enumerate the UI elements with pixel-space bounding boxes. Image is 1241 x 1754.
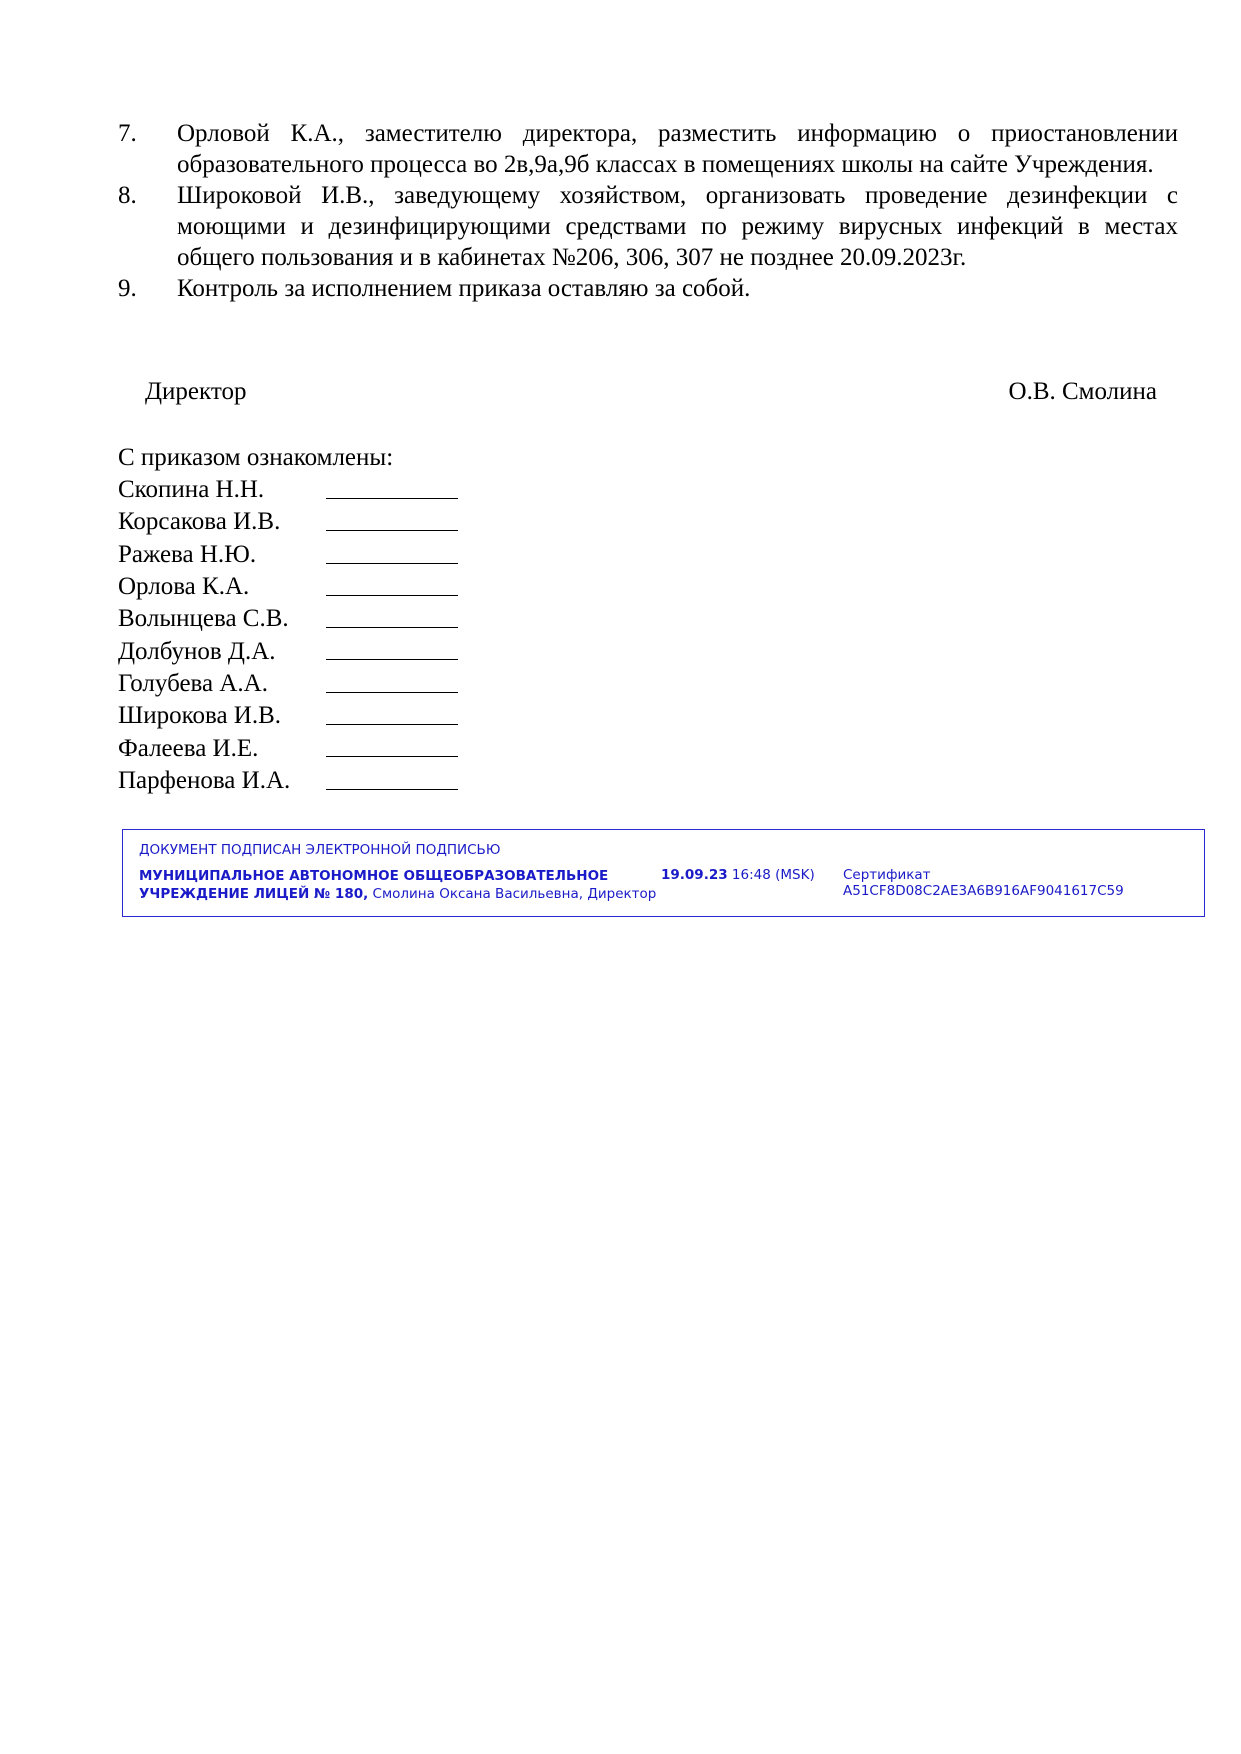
- signature-line: [326, 595, 458, 596]
- item-text: Орловой К.А., заместителю директора, разместить информацию о приостановлении образовательного процесса во 2в,9а,9б классах в помещениях школы на сайте Учреждения.: [177, 120, 1178, 178]
- ack-name: Фалеева И.Е.: [118, 734, 259, 762]
- order-item: [118, 273, 1178, 304]
- order-items-list: [118, 118, 1178, 304]
- signature-line: [326, 530, 458, 531]
- stamp-signer: Смолина Оксана Васильевна, Директор: [372, 886, 657, 902]
- list-item: [118, 474, 478, 506]
- item-number: 8.: [118, 182, 137, 209]
- director-name: О.В. Смолина: [1008, 378, 1157, 405]
- acknowledgement-title: С приказом ознакомлены:: [118, 444, 394, 471]
- order-item: [118, 180, 1178, 273]
- ack-name: Голубева А.А.: [118, 669, 268, 697]
- stamp-organization: [139, 867, 659, 903]
- list-item: [118, 635, 478, 667]
- list-item: [118, 603, 478, 635]
- item-text: Широковой И.В., заведующему хозяйством, организовать проведение дезинфекции с моющими и дезинфицирующими средствами по режиму вирусных инфекций в местах общего пользования и в кабинетах №206, 306, 307 не позднее 20.09.2023г.: [177, 182, 1178, 271]
- ack-name: Ражева Н.Ю.: [118, 540, 257, 568]
- signature-line: [326, 756, 458, 757]
- signature-line: [326, 659, 458, 660]
- item-text: Контроль за исполнением приказа оставляю за собой.: [177, 275, 751, 302]
- ack-name: Орлова К.А.: [118, 573, 250, 601]
- signature-line: [326, 692, 458, 693]
- signature-line: [326, 724, 458, 725]
- ack-name: Широкова И.В.: [118, 702, 282, 730]
- ack-name: Корсакова И.В.: [118, 508, 281, 536]
- list-item: [118, 506, 478, 538]
- stamp-org-name: МУНИЦИПАЛЬНОЕ АВТОНОМНОЕ ОБЩЕОБРАЗОВАТЕЛЬНОЕ УЧРЕЖДЕНИЕ ЛИЦЕЙ № 180,: [139, 868, 609, 902]
- stamp-datetime: [661, 867, 815, 883]
- ack-name: Скопина Н.Н.: [118, 476, 265, 504]
- stamp-header: ДОКУМЕНТ ПОДПИСАН ЭЛЕКТРОННОЙ ПОДПИСЬЮ: [139, 842, 501, 858]
- item-number: 9.: [118, 275, 137, 302]
- director-position: Директор: [145, 378, 247, 405]
- signature-line: [326, 563, 458, 564]
- ack-name: Волынцева С.В.: [118, 605, 289, 633]
- list-item: [118, 700, 478, 732]
- director-signature-row: [145, 376, 1157, 407]
- stamp-certificate: Сертификат A51CF8D08C2AE3A6B916AF9041617C59: [843, 867, 1124, 899]
- list-item: [118, 571, 478, 603]
- ack-name: Парфенова И.А.: [118, 766, 291, 794]
- signature-line: [326, 789, 458, 790]
- order-item: [118, 118, 1178, 180]
- electronic-signature-stamp: [122, 829, 1205, 917]
- list-item: [118, 765, 478, 797]
- stamp-date: 19.09.23: [661, 867, 728, 883]
- signature-line: [326, 627, 458, 628]
- item-number: 7.: [118, 120, 137, 147]
- list-item: [118, 732, 478, 764]
- ack-name: Долбунов Д.А.: [118, 637, 276, 665]
- list-item: [118, 539, 478, 571]
- signature-line: [326, 498, 458, 499]
- acknowledgement-list: [118, 474, 478, 797]
- list-item: [118, 668, 478, 700]
- stamp-time: 16:48 (MSK): [731, 867, 815, 883]
